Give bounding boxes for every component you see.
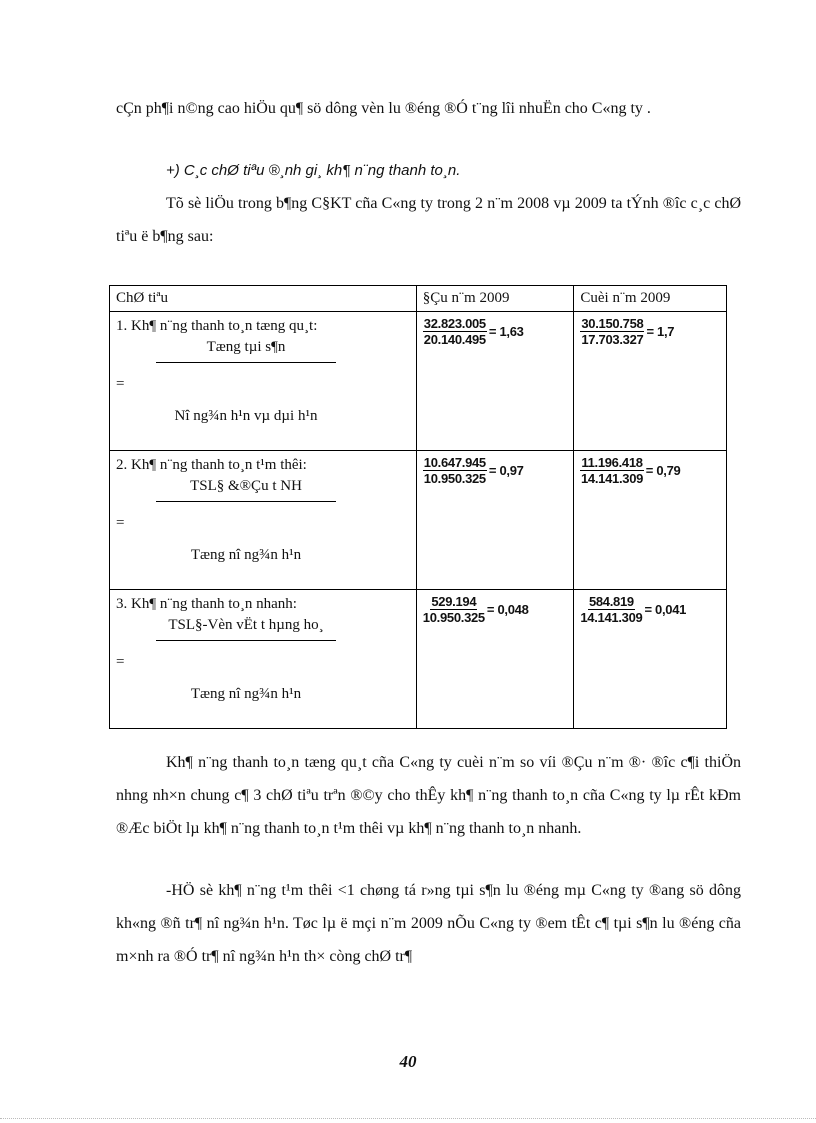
start-value-cell: [416, 590, 574, 729]
formula-equals: =: [116, 654, 125, 670]
start-result: = 0,97: [488, 463, 524, 478]
start-denominator: 10.950.325: [422, 610, 485, 625]
end-denominator: 17.703.327: [581, 332, 644, 347]
formula-numerator: TSL§ &®Çu t NH: [190, 478, 302, 494]
liquidity-ratio-table: [109, 285, 727, 729]
end-result: = 1,7: [646, 324, 675, 339]
formula-equals: =: [116, 515, 125, 531]
paragraph-analysis: Kh¶ n¨ng thanh to¸n tæng qu¸t cña C«ng ty cuèi n¨m so víi ®Çu n¨m ®· ®îc c¶i thiÖn nhng nh×n chung c¶ 3 chØ tiªu trªn ®©y cho thÊy kh¶ n¨ng thanh to¸n cña C«ng ty lµ rÊt kÐm ®Æc biÖt lµ kh¶ n¨ng thanh to¸n t¹m thêi vµ kh¶ n¨ng thanh to¸n nhanh.: [116, 754, 741, 837]
table-row: [110, 590, 727, 729]
end-numerator: 11.196.418: [581, 455, 643, 470]
table-header-row: [110, 286, 727, 312]
indicator-label: 2. Kh¶ n¨ng thanh to¸n t¹m thêi:: [116, 457, 307, 473]
formula: [116, 614, 410, 724]
start-numerator: 529.194: [431, 594, 477, 609]
paragraph-intro: cÇn ph¶i n©ng cao hiÖu qu¶ sö dông vèn lu ®éng ®Ó t¨ng lîi nhuËn cho C«ng ty .: [116, 100, 651, 117]
table-row: [110, 451, 727, 590]
fraction-line: [156, 362, 336, 363]
section-heading: +) C¸c chØ tiªu ®¸nh gi¸ kh¶ n¨ng thanh to¸n.: [166, 162, 461, 179]
formula-numerator: Tæng tµi s¶n: [206, 339, 286, 355]
formula-equals: =: [116, 376, 125, 392]
formula-numerator: TSL§-Vèn vËt t hµng ho¸: [168, 617, 324, 633]
end-denominator: 14.141.309: [581, 471, 644, 486]
start-numerator: 32.823.005: [423, 316, 486, 331]
indicator-cell: [110, 590, 417, 729]
end-numerator: 584.819: [588, 594, 634, 609]
indicator-label: 3. Kh¶ n¨ng thanh to¸n nhanh:: [116, 596, 297, 612]
start-numerator: 10.647.945: [423, 455, 486, 470]
header-start-of-year: §Çu n¨m 2009: [416, 286, 574, 312]
formula: [116, 336, 410, 446]
formula-denominator: Nî ng¾n h¹n vµ dµi h¹n: [174, 408, 318, 424]
paragraph-ratio-note: -HÖ sè kh¶ n¨ng t¹m thêi <1 chøng tá r»ng tµi s¶n lu ®éng mµ C«ng ty ®ang sö dông kh«ng ®ñ tr¶ nî ng¾n h¹n. Tøc lµ ë mçi n¨m 2009 nÕu C«ng ty ®em tÊt c¶ tµi s¶n lu ®éng cña m×nh ra ®Ó tr¶ nî ng¾n h¹n th× còng chØ tr¶: [116, 882, 741, 965]
formula-denominator: Tæng nî ng¾n h¹n: [190, 686, 302, 702]
end-value-cell: [574, 590, 727, 729]
page-number: 40: [399, 1052, 417, 1071]
header-indicator: ChØ tiªu: [110, 286, 417, 312]
start-value-cell: [416, 451, 574, 590]
indicator-cell: [110, 451, 417, 590]
end-value-cell: [574, 451, 727, 590]
fraction-line: [156, 501, 336, 502]
fraction-line: [156, 640, 336, 641]
formula-denominator: Tæng nî ng¾n h¹n: [190, 547, 302, 563]
formula: [116, 475, 410, 585]
end-denominator: 14.141.309: [580, 610, 643, 625]
indicator-label: 1. Kh¶ n¨ng thanh to¸n tæng qu¸t:: [116, 318, 318, 334]
indicator-cell: [110, 312, 417, 451]
table-row: [110, 312, 727, 451]
start-result: = 1,63: [488, 324, 524, 339]
end-result: = 0,79: [645, 463, 681, 478]
end-result: = 0,041: [644, 602, 687, 617]
paragraph-table-intro: Tõ sè liÖu trong b¶ng C§KT cña C«ng ty trong 2 n¨m 2008 vµ 2009 ta tÝnh ®îc c¸c chØ tiªu ë b¶ng sau:: [116, 195, 741, 245]
start-result: = 0,048: [486, 602, 529, 617]
end-numerator: 30.150.758: [581, 316, 644, 331]
start-value-cell: [416, 312, 574, 451]
start-denominator: 10.950.325: [423, 471, 486, 486]
start-denominator: 20.140.495: [423, 332, 486, 347]
header-end-of-year: Cuèi n¨m 2009: [574, 286, 727, 312]
end-value-cell: [574, 312, 727, 451]
page-bottom-divider: [0, 1118, 816, 1119]
